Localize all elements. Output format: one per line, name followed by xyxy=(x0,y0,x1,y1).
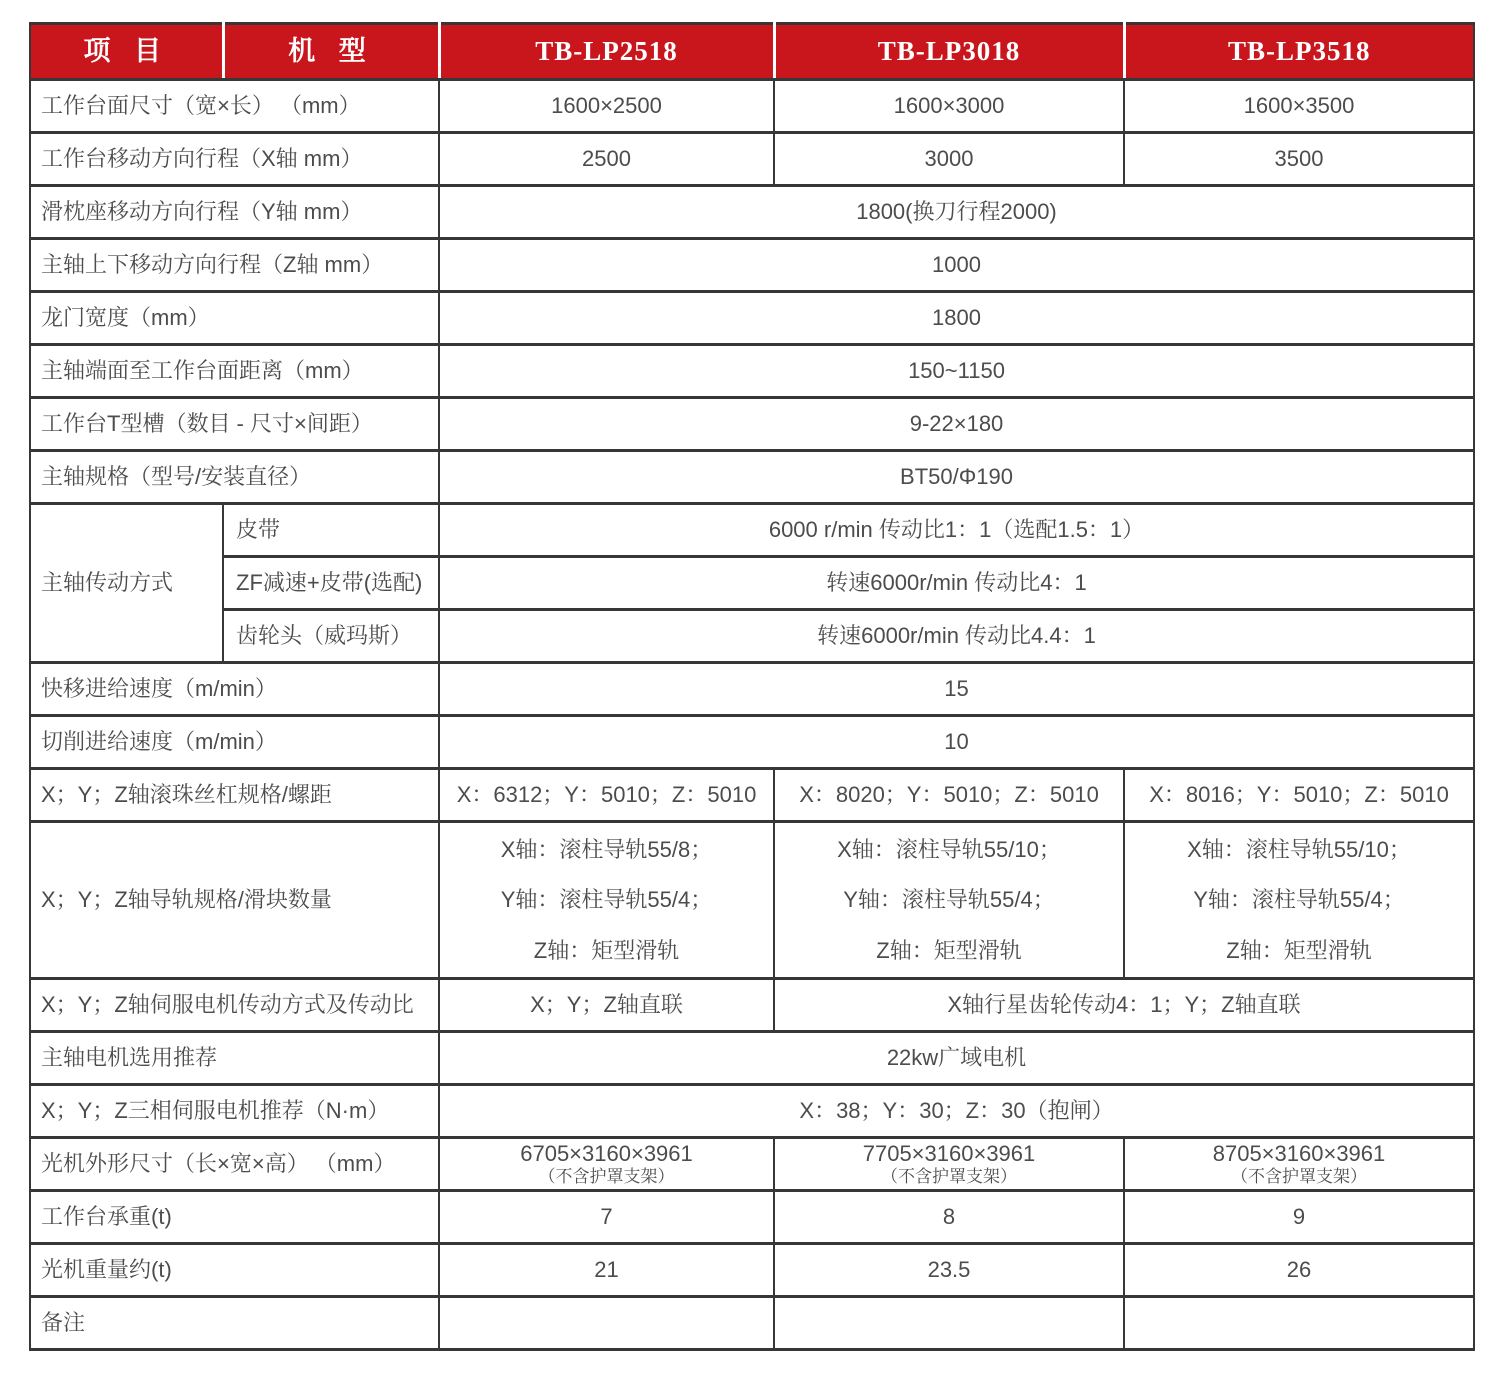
row-label-t-slot: 工作台T型槽（数目 - 尺寸×间距） xyxy=(30,398,439,451)
row-label-servo-drive: X；Y；Z轴伺服电机传动方式及传动比 xyxy=(30,979,439,1032)
row-servo-drive xyxy=(30,979,1474,1032)
value-z-travel: 1000 xyxy=(439,239,1474,292)
value-remark-1 xyxy=(439,1297,774,1350)
row-label-remark: 备注 xyxy=(30,1297,439,1350)
value-guideway-2 xyxy=(774,822,1124,979)
row-label-spindle-motor: 主轴电机选用推荐 xyxy=(30,1032,439,1085)
row-label-gantry-width: 龙门宽度（mm） xyxy=(30,292,439,345)
value-gantry-width: 1800 xyxy=(439,292,1474,345)
row-servo-motor xyxy=(30,1085,1474,1138)
value-machine-weight-2: 23.5 xyxy=(774,1244,1124,1297)
row-label-rapid-feed: 快移进给速度（m/min） xyxy=(30,663,439,716)
header-model-tb-lp3018: TB-LP3018 xyxy=(774,24,1124,80)
row-label-x-travel: 工作台移动方向行程（X轴 mm） xyxy=(30,133,439,186)
value-transmission-zf: 转速6000r/min 传动比4：1 xyxy=(439,557,1474,610)
row-gantry-width xyxy=(30,292,1474,345)
row-y-travel xyxy=(30,186,1474,239)
value-t-slot: 9-22×180 xyxy=(439,398,1474,451)
value-worktable-size-3: 1600×3500 xyxy=(1124,80,1474,133)
value-servo-motor: X：38；Y：30；Z：30（抱闸） xyxy=(439,1085,1474,1138)
guideway-2-z: Z轴：矩型滑轨 xyxy=(876,937,1022,963)
guideway-1-z: Z轴：矩型滑轨 xyxy=(533,937,680,963)
dimensions-2-size: 7705×3160×3961 xyxy=(862,1140,1036,1166)
sublabel-gearhead: 齿轮头（威玛斯） xyxy=(223,610,439,663)
dimensions-1-size: 6705×3160×3961 xyxy=(520,1140,693,1166)
dimensions-2-note: （不含护罩支架） xyxy=(881,1166,1017,1186)
row-label-ballscrew: X；Y；Z轴滚珠丝杠规格/螺距 xyxy=(30,769,439,822)
row-label-guideway: X；Y；Z轴导轨规格/滑块数量 xyxy=(30,822,439,979)
row-label-machine-weight: 光机重量约(t) xyxy=(30,1244,439,1297)
guideway-3-x: X轴：滚柱导轨55/10； xyxy=(1187,837,1411,862)
row-label-spindle-transmission: 主轴传动方式 xyxy=(30,504,223,663)
guideway-3-y: Y轴：滚柱导轨55/4； xyxy=(1193,887,1405,913)
row-label-spindle-spec: 主轴规格（型号/安装直径） xyxy=(30,451,439,504)
guideway-1-y: Y轴：滚柱导轨55/4； xyxy=(500,887,713,913)
value-guideway-1 xyxy=(439,822,774,979)
value-machine-dimensions-3 xyxy=(1124,1138,1474,1191)
value-worktable-size-1: 1600×2500 xyxy=(439,80,774,133)
value-x-travel-3: 3500 xyxy=(1124,133,1474,186)
guideway-2-x: X轴：滚柱导轨55/10； xyxy=(837,837,1061,862)
row-rapid-feed xyxy=(30,663,1474,716)
value-spindle-spec: BT50/Φ190 xyxy=(439,451,1474,504)
value-cutting-feed: 10 xyxy=(439,716,1474,769)
sublabel-zf-belt: ZF减速+皮带(选配) xyxy=(223,557,439,610)
row-cutting-feed xyxy=(30,716,1474,769)
row-spindle-spec xyxy=(30,451,1474,504)
value-ballscrew-2: X：8020；Y：5010；Z：5010 xyxy=(774,769,1124,822)
value-servo-drive-1: X；Y；Z轴直联 xyxy=(439,979,774,1032)
row-spindle-nose-distance xyxy=(30,345,1474,398)
value-worktable-size-2: 1600×3000 xyxy=(774,80,1124,133)
row-label-y-travel: 滑枕座移动方向行程（Y轴 mm） xyxy=(30,186,439,239)
row-z-travel xyxy=(30,239,1474,292)
header-item: 项 目 xyxy=(30,24,223,80)
value-machine-dimensions-2 xyxy=(774,1138,1124,1191)
row-transmission-zf xyxy=(30,557,1474,610)
value-table-load-2: 8 xyxy=(774,1191,1124,1244)
value-machine-weight-1: 21 xyxy=(439,1244,774,1297)
sublabel-belt: 皮带 xyxy=(223,504,439,557)
header-model-tb-lp3518: TB-LP3518 xyxy=(1124,24,1474,80)
row-label-cutting-feed: 切削进给速度（m/min） xyxy=(30,716,439,769)
value-rapid-feed: 15 xyxy=(439,663,1474,716)
value-ballscrew-1: X：6312；Y：5010；Z：5010 xyxy=(439,769,774,822)
value-table-load-3: 9 xyxy=(1124,1191,1474,1244)
value-guideway-3 xyxy=(1124,822,1474,979)
row-worktable-size xyxy=(30,80,1474,133)
value-y-travel: 1800(换刀行程2000) xyxy=(439,186,1474,239)
row-table-load xyxy=(30,1191,1474,1244)
value-machine-dimensions-1 xyxy=(439,1138,774,1191)
guideway-1-x: X轴：滚柱导轨55/8； xyxy=(500,837,713,862)
row-label-servo-motor: X；Y；Z三相伺服电机推荐（N·m） xyxy=(30,1085,439,1138)
value-x-travel-1: 2500 xyxy=(439,133,774,186)
header-model-tb-lp2518: TB-LP2518 xyxy=(439,24,774,80)
value-machine-weight-3: 26 xyxy=(1124,1244,1474,1297)
guideway-2-y: Y轴：滚柱导轨55/4； xyxy=(843,887,1055,913)
row-label-worktable-size: 工作台面尺寸（宽×长） （mm） xyxy=(30,80,439,133)
header-model: 机 型 xyxy=(223,24,439,80)
dimensions-1-note: （不含护罩支架） xyxy=(538,1166,675,1186)
value-table-load-1: 7 xyxy=(439,1191,774,1244)
row-spindle-motor xyxy=(30,1032,1474,1085)
value-transmission-belt: 6000 r/min 传动比1：1（选配1.5：1） xyxy=(439,504,1474,557)
row-guideway xyxy=(30,822,1474,979)
row-label-table-load: 工作台承重(t) xyxy=(30,1191,439,1244)
value-ballscrew-3: X：8016；Y：5010；Z：5010 xyxy=(1124,769,1474,822)
value-spindle-motor: 22kw广域电机 xyxy=(439,1032,1474,1085)
value-remark-2 xyxy=(774,1297,1124,1350)
row-t-slot xyxy=(30,398,1474,451)
dimensions-3-size: 8705×3160×3961 xyxy=(1212,1140,1386,1166)
value-transmission-gearhead: 转速6000r/min 传动比4.4：1 xyxy=(439,610,1474,663)
row-transmission-gearhead xyxy=(30,610,1474,663)
row-label-machine-dimensions: 光机外形尺寸（长×宽×高） （mm） xyxy=(30,1138,439,1191)
value-servo-drive-23: X轴行星齿轮传动4：1；Y；Z轴直联 xyxy=(774,979,1474,1032)
row-label-spindle-nose-distance: 主轴端面至工作台面距离（mm） xyxy=(30,345,439,398)
row-ballscrew xyxy=(30,769,1474,822)
row-machine-dimensions xyxy=(30,1138,1474,1191)
dimensions-3-note: （不含护罩支架） xyxy=(1231,1166,1367,1186)
value-remark-3 xyxy=(1124,1297,1474,1350)
header-row xyxy=(30,24,1474,80)
row-remark xyxy=(30,1297,1474,1350)
guideway-3-z: Z轴：矩型滑轨 xyxy=(1226,937,1372,963)
row-x-travel xyxy=(30,133,1474,186)
row-machine-weight xyxy=(30,1244,1474,1297)
spec-table xyxy=(29,22,1475,1351)
row-label-z-travel: 主轴上下移动方向行程（Z轴 mm） xyxy=(30,239,439,292)
value-spindle-nose-distance: 150~1150 xyxy=(439,345,1474,398)
value-x-travel-2: 3000 xyxy=(774,133,1124,186)
row-transmission-belt xyxy=(30,504,1474,557)
